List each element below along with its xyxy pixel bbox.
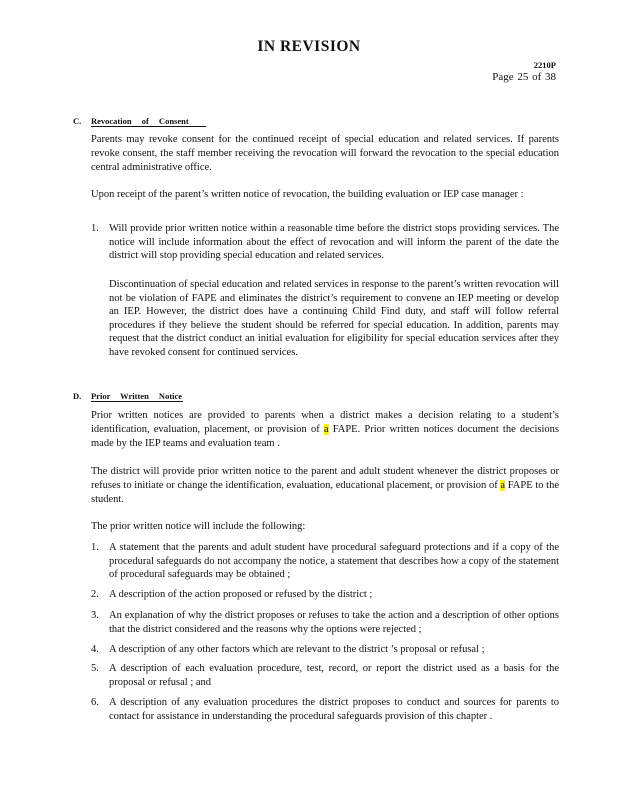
list-text: A description of the action proposed or refused by the district ; <box>109 589 373 600</box>
section-d-paragraph-2: The district will provide prior written notice to the parent and adult student whenever the district proposes or refuses to initiate or change the identification, evaluation, educational placement, or provision of a FAPE to the student. <box>91 466 559 505</box>
page-number: Page 25 of 38 <box>492 71 556 83</box>
list-text: A description of any other factors which are relevant to the district ’s proposal or refusal ; <box>109 644 485 655</box>
highlighted-text: a <box>500 480 506 491</box>
list-number: 1. <box>91 223 99 234</box>
section-d-letter: D. <box>73 391 82 401</box>
list-text: An explanation of why the district proposes or refuses to take the action and a description of other options that the district considered and the reasons why the options were rejected ; <box>109 610 559 635</box>
section-d-paragraph-3: The prior written notice will include the following: <box>91 521 306 532</box>
section-c-paragraph-2: Upon receipt of the parent’s written notice of revocation, the building evaluation or IEP case manager : <box>91 189 524 200</box>
section-d-paragraph-1: Prior written notices are provided to parents when a district makes a decision relating to a student’s identification, evaluation, placement, or provision of a FAPE. Prior written notices document the decisions made by the IEP teams and evaluation team . <box>91 410 559 449</box>
list-number: 1. <box>91 542 99 553</box>
list-text: Will provide prior written notice within a reasonable time before the district stops providing services. The notice will include information about the effect of revocation and will inform the parent of the date the district will stop providing special education and related services. <box>109 223 559 262</box>
list-number: 3. <box>91 610 99 621</box>
list-number: 2. <box>91 589 99 600</box>
list-text: A description of each evaluation procedure, test, record, or report the district used as a basis for the proposal or refusal ; and <box>109 663 559 688</box>
document-code: 2210P <box>533 60 556 70</box>
page-title: IN REVISION <box>257 38 361 55</box>
list-number: 6. <box>91 697 99 708</box>
list-text: A statement that the parents and adult student have procedural safeguard protections and if a copy of the procedural safeguards do not accompany the notice, a statement that describes how a copy of the statement of procedural safeguards may be obtained ; <box>109 542 559 581</box>
section-c-subparagraph: Discontinuation of special education and related services in response to the parent’s written revocation will not be violation of FAPE and eliminates the district’s requirement to convene an IEP meeting or develop an IEP. However, the district does have a continuing Child Find duty, and staff will follow referral procedures if they believe the student should be referred for special education. In addition, parents may request that the district conduct an initial evaluation for eligibility for special education services after they have revoked consent for continued services. <box>109 279 559 358</box>
section-c-heading: Revocation of Consent <box>91 116 206 127</box>
list-number: 5. <box>91 663 99 674</box>
highlighted-text: a <box>323 424 329 435</box>
section-d-heading: Prior Written Notice <box>91 391 183 401</box>
list-text: A description of any evaluation procedures the district proposes to conduct and sources for parents to contact for assistance in understanding the procedural safeguards provision of this chapter . <box>109 697 559 722</box>
section-c-letter: C. <box>73 116 82 126</box>
section-c-paragraph-1: Parents may revoke consent for the continued receipt of special education and related services. If parents revoke consent, the staff member receiving the revocation will forward the revocation to the special education central administrative office. <box>91 134 559 173</box>
list-number: 4. <box>91 644 99 655</box>
